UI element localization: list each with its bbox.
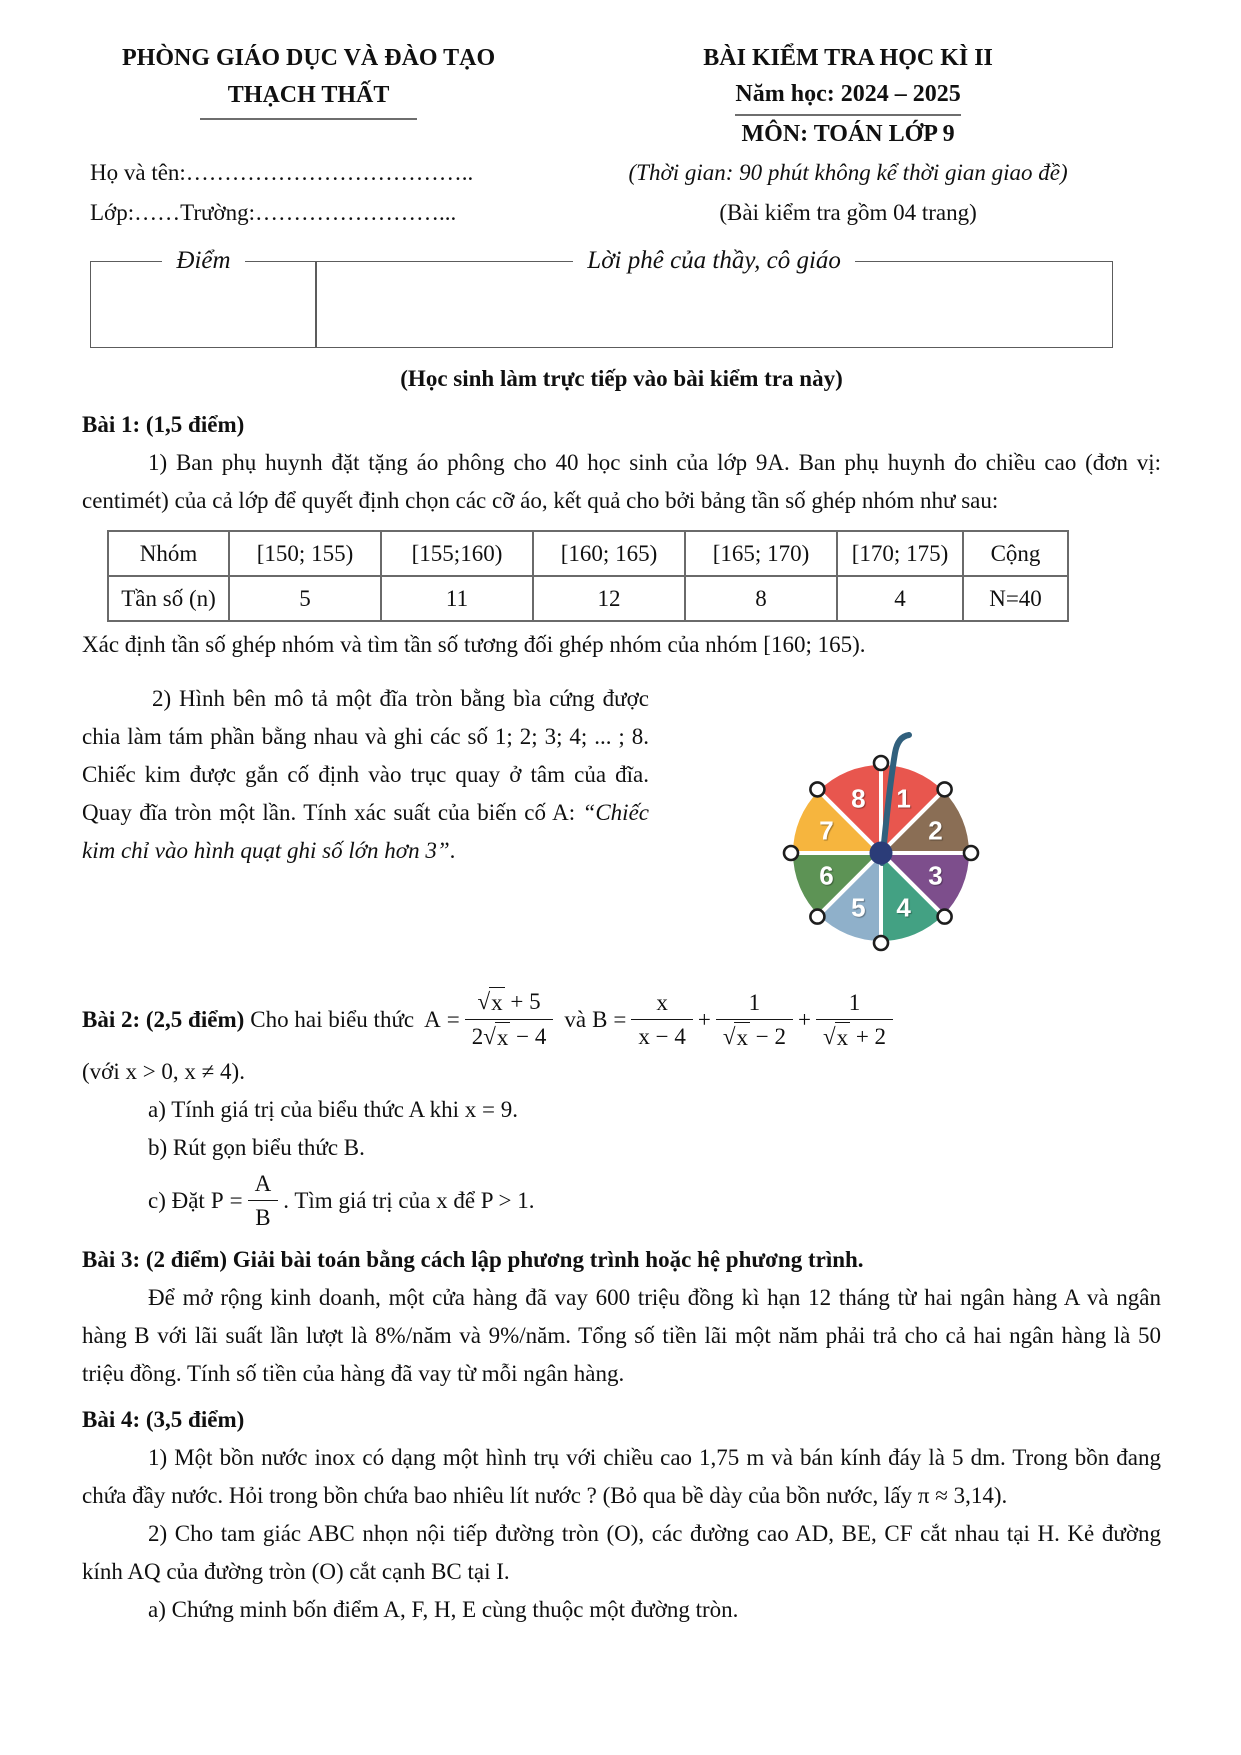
bai1-question1: Xác định tần số ghép nhóm và tìm tần số tương đối ghép nhóm của nhóm [160; 165).: [82, 632, 866, 657]
formula-P: [211, 1169, 283, 1233]
formula-A: A = √ x + 5 2 √ x − 4: [424, 987, 558, 1053]
name-row: [82, 154, 1161, 192]
wheel-number: 2: [928, 815, 943, 846]
table-cell: [150; 155): [229, 531, 381, 576]
wheel-number: 7: [819, 815, 834, 846]
wheel-number: 8: [851, 783, 866, 814]
bai2-item-c-pre: c) Đặt: [148, 1188, 205, 1213]
formula-B-t3-den-tail: + 2: [855, 1023, 887, 1049]
formula-A-lhs: A: [424, 1007, 441, 1032]
plus-sign: +: [797, 1007, 811, 1032]
formula-P-den: B: [248, 1200, 279, 1233]
time-note: (Thời gian: 90 phút không kể thời gian giao đề): [628, 160, 1068, 185]
header: [82, 40, 1161, 152]
bai3-body: Để mở rộng kinh doanh, một cửa hàng đã vay 600 triệu đồng kì hạn 12 tháng từ hai ngân hàng A và ngân hàng B với lãi suất lần lượt là 8%/năm và 9%/năm. Tổng số tiền lãi một năm phải trả cho cả hai ngân hàng là 50 triệu đồng. Tính số tiền của hàng đã vay từ mỗi ngân hàng.: [82, 1285, 1161, 1386]
sqrt-x: x: [734, 1022, 750, 1053]
p2-event-text: “Chiếc kim chỉ vào hình quạt ghi số lớn hơn 3”: [82, 800, 649, 863]
score-cell: [90, 246, 317, 348]
bai2-intro: Cho hai biểu thức: [250, 1007, 415, 1032]
wheel-number: 3: [928, 860, 943, 891]
and-word: và: [564, 1007, 587, 1032]
spinner-wheel-figure: [765, 722, 997, 969]
table-cell: N=40: [963, 576, 1068, 621]
bai4-heading: Bài 4: (3,5 điểm): [82, 1407, 245, 1432]
bai2-item-c-post: . Tìm giá trị của x để P > 1.: [283, 1188, 535, 1213]
comment-label: Lời phê của thầy, cô giáo: [587, 247, 841, 274]
bai1-heading: Bài 1: (1,5 điểm): [82, 412, 245, 437]
frequency-table: [107, 530, 1069, 622]
table-cell: [165; 170): [685, 531, 837, 576]
bai4-paragraph2: 2) Cho tam giác ABC nhọn nội tiếp đường tròn (O), các đường cao AD, BE, CF cắt nhau tại H. Kẻ đường kính AQ của đường tròn (O) cắt cạnh BC tại I.: [82, 1521, 1161, 1584]
formula-B-t3-num: 1: [848, 989, 861, 1015]
bai4-item-a: a) Chứng minh bốn điểm A, F, H, E cùng thuộc một đường tròn.: [148, 1597, 739, 1622]
table-cell: 11: [381, 576, 533, 621]
sqrt-x: x: [835, 1022, 851, 1053]
student-name-field: Họ và tên:………………………………..: [90, 160, 474, 185]
sqrt-x: x: [489, 987, 505, 1018]
formula-B: B = $\frac{x}{x - 4}$ + 1 √ x − 2 + 1 √ x + 2: [592, 988, 898, 1053]
wheel-number: 1: [896, 783, 911, 814]
equals-sign: =: [229, 1188, 243, 1213]
table-cell: [160; 165): [533, 531, 685, 576]
table-cell: 4: [837, 576, 963, 621]
equals-sign: =: [613, 1007, 627, 1032]
formula-A-den-pre: 2: [471, 1024, 484, 1049]
bai1-paragraph1: 1) Ban phụ huynh đặt tặng áo phông cho 40 học sinh của lớp 9A. Ban phụ huynh đo chiều cao (đơn vị: centimét) của cả lớp để quyết định chọn các cỡ áo, kết quả cho bởi bảng tần số ghép nhóm như sau:: [82, 450, 1161, 513]
bai2-item-a: a) Tính giá trị của biểu thức A khi x = 9.: [148, 1097, 518, 1122]
wheel-number: 6: [819, 860, 834, 891]
wheel-number: 5: [851, 892, 866, 923]
table-cell: [155;160): [381, 531, 533, 576]
equals-sign: =: [446, 1007, 460, 1032]
formula-A-den-tail: − 4: [516, 1024, 547, 1049]
formula-P-num: A: [254, 1171, 272, 1196]
bai3-heading: Bài 3: (2 điểm) Giải bài toán bằng cách lập phương trình hoặc hệ phương trình.: [82, 1247, 864, 1272]
bai1-paragraph2: [82, 680, 649, 969]
table-cell: Cộng: [963, 531, 1068, 576]
table-cell: Tần số (n): [108, 576, 229, 621]
bai2-item-c: [148, 1169, 1161, 1233]
header-left: [82, 40, 535, 152]
header-right: [535, 40, 1161, 152]
bai1-part2: [82, 680, 1161, 969]
plus-sign: +: [697, 1007, 711, 1032]
class-school-field: Lớp:……Trường:……………………...: [90, 200, 457, 225]
subject-line: MÔN: TOÁN LỚP 9: [741, 121, 955, 147]
bai2-condition: (với x > 0, x ≠ 4).: [82, 1059, 245, 1084]
class-row: [82, 194, 1161, 232]
school-year: Năm học: 2024 – 2025: [535, 76, 1161, 116]
formula-B-t1-den: x − 4: [631, 1019, 692, 1052]
table-cell: 5: [229, 576, 381, 621]
bai4-paragraph1: 1) Một bồn nước inox có dạng một hình trụ với chiều cao 1,75 m và bán kính đáy là 5 dm. Trong bồn đang chứa đầy nước. Hỏi trong bồn chứa bao nhiêu lít nước ? (Bỏ qua bề dày của bồn nước, lấy π ≈ 3,14).: [82, 1445, 1161, 1508]
bai2-item-b: b) Rút gọn biểu thức B.: [148, 1135, 365, 1160]
p2-tail: .: [449, 838, 456, 863]
formula-B-t1-num: x: [656, 990, 668, 1015]
table-cell: 8: [685, 576, 837, 621]
bai2-intro-line: [82, 987, 1161, 1053]
table-cell: 12: [533, 576, 685, 621]
table-value-row: [108, 576, 1068, 621]
formula-A-num-tail: + 5: [510, 989, 541, 1014]
instruction-line: (Học sinh làm trực tiếp vào bài kiểm tra này): [400, 366, 843, 391]
department-line: PHÒNG GIÁO DỤC VÀ ĐÀO TẠO: [122, 45, 496, 71]
table-cell: [170; 175): [837, 531, 963, 576]
wheel-number: 4: [896, 892, 911, 923]
p2-text: 2) Hình bên mô tả một đĩa tròn bằng bìa cứng được chia làm tám phần bằng nhau và ghi các số 1; 2; 3; 4; ... ; 8. Chiếc kim được gắn cố định vào trục quay ở tâm của đĩa. Quay đĩa tròn một lần. Tính xác suất của biến cố A:: [82, 686, 649, 825]
sqrt-x: x: [495, 1022, 511, 1053]
formula-B-t2-num: 1: [748, 989, 761, 1015]
table-cell: Nhóm: [108, 531, 229, 576]
formula-B-t2-den-tail: − 2: [755, 1023, 786, 1049]
comment-cell: [315, 246, 1113, 348]
formula-P-lhs: P: [210, 1188, 224, 1213]
spinner-wheel-icon: [765, 722, 997, 957]
table-header-row: [108, 531, 1068, 576]
formula-B-lhs: B: [592, 1007, 608, 1032]
score-label: Điểm: [176, 247, 231, 274]
exam-title: BÀI KIỂM TRA HỌC KÌ II: [703, 45, 993, 71]
bai2-heading: Bài 2: (2,5 điểm): [82, 1007, 245, 1032]
district-line: THẠCH THẤT: [82, 77, 535, 120]
pages-note: (Bài kiểm tra gồm 04 trang): [719, 200, 977, 225]
score-comment-box: [90, 246, 1113, 348]
